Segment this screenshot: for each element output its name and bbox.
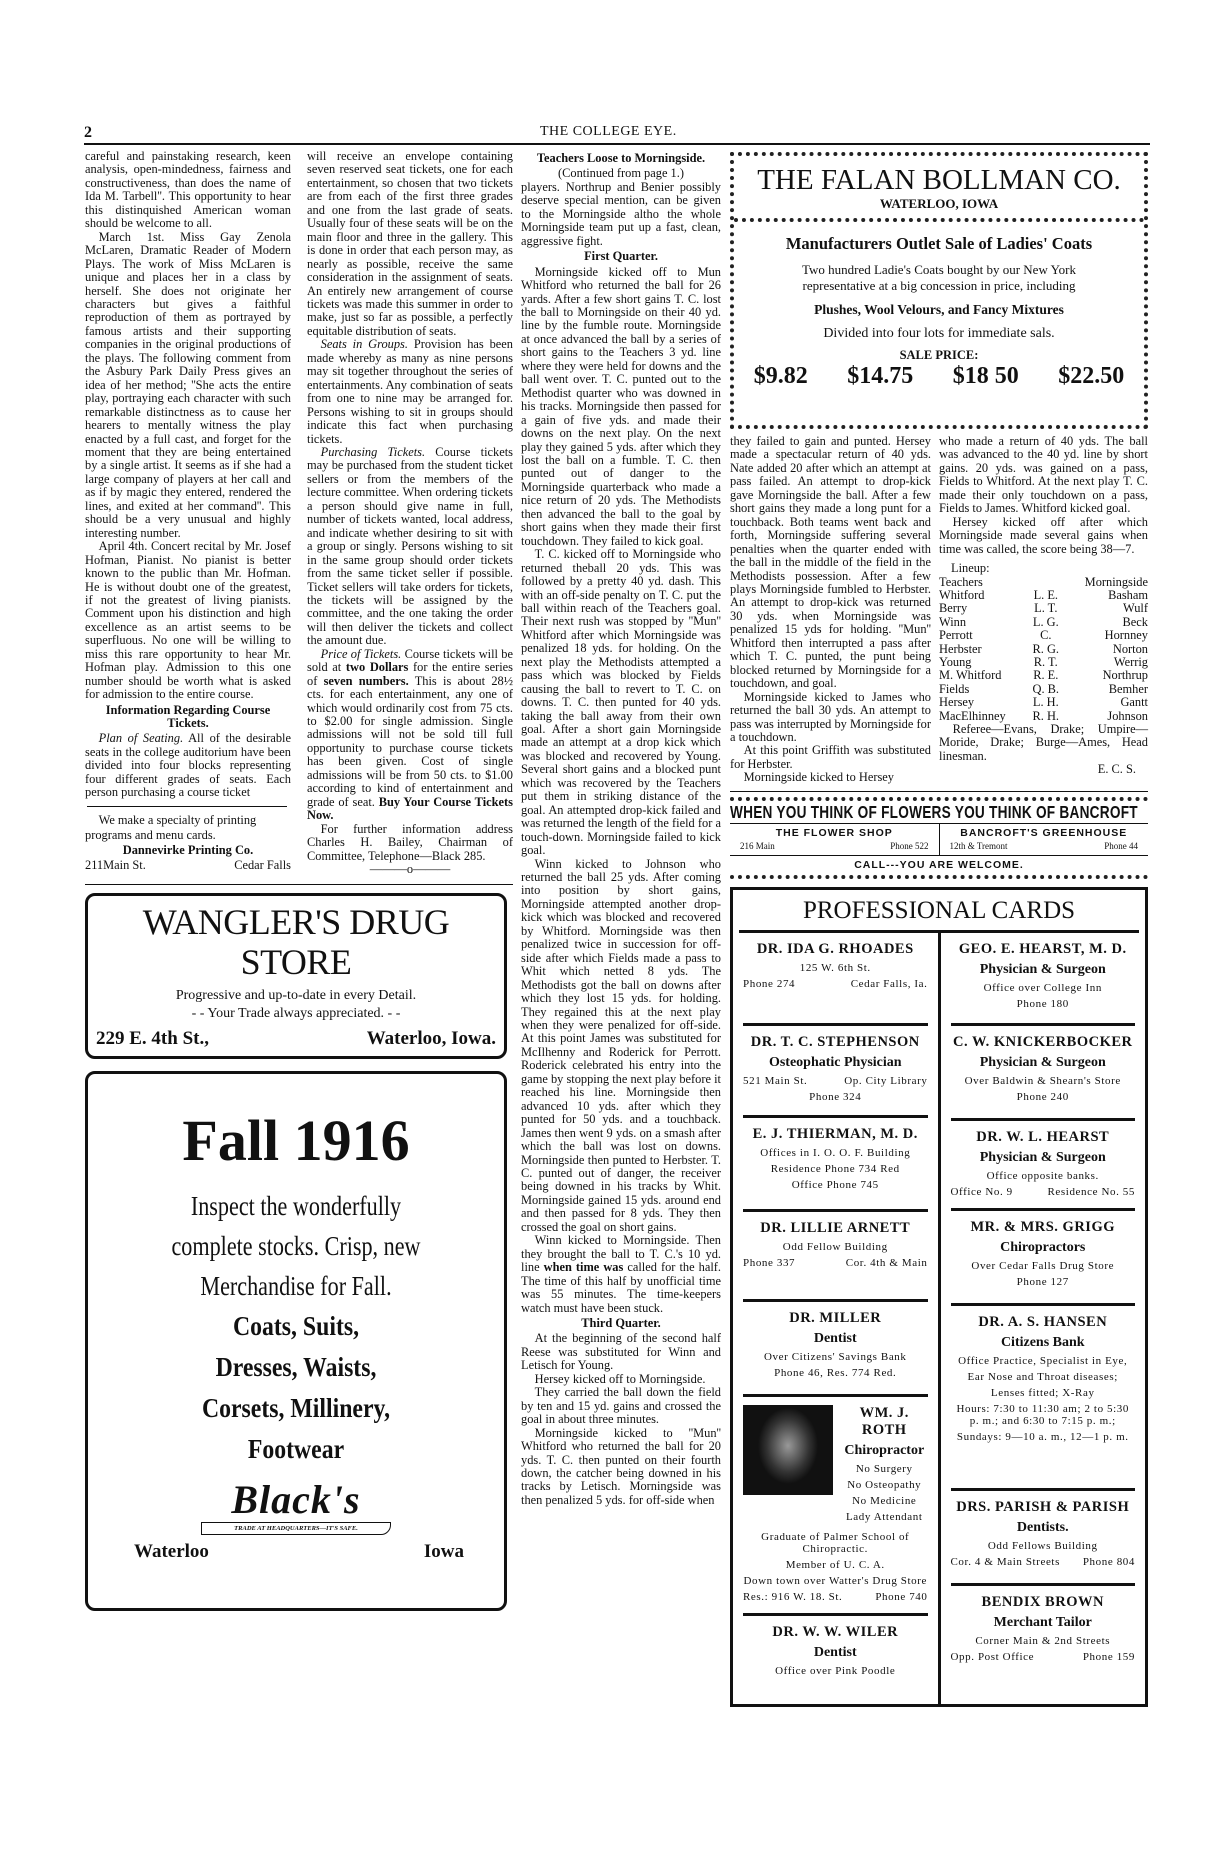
paragraph	[730, 691, 931, 745]
text-run: First Quarter.	[584, 249, 658, 264]
card-detail: Cor. 4 & Main Streets	[950, 1555, 1060, 1568]
paragraph	[307, 338, 513, 446]
text-run: At this point Griffith was substituted for Herbster.	[730, 743, 931, 771]
card-detail: Sundays: 9—10 a. m., 12—1 p. m.	[956, 1430, 1129, 1443]
card-title: Dentists.	[1016, 1519, 1069, 1535]
card-detail: Cor. 4th & Main	[845, 1256, 928, 1269]
falan-city: WATERLOO, IOWA	[879, 196, 999, 211]
printing-city: Cedar Falls	[234, 857, 291, 872]
card-detail: Cedar Falls, Ia.	[850, 977, 928, 990]
card-detail: No Surgery	[855, 1462, 913, 1475]
lineup-row	[939, 696, 1148, 709]
price: $22.50	[1058, 363, 1125, 389]
paragraph	[730, 435, 931, 691]
lineup-row	[939, 669, 1148, 682]
falan-desc: representative at a big concession in price, including	[802, 278, 1076, 293]
professional-card	[743, 1299, 928, 1394]
paragraph	[521, 167, 721, 180]
card-title: Osteophatic Physician	[768, 1054, 902, 1070]
card-detail: Office Practice, Specialist in Eye,	[958, 1354, 1128, 1367]
text-run: (Continued from page 1.)	[558, 166, 684, 181]
subheading-run: Price of Tickets.	[320, 646, 402, 661]
paragraph	[730, 744, 931, 771]
text-run: Course tickets may be purchased from the student ticket sellers or from the members of the lecture committee. When ordering tickets a person should give name in full, number of tickets wanted, local address, and indicate whether desiring to sit with a group or singly. Persons wishing to sit in the same group should order tickets from the same ticket seller if possible. Ticket sellers will take orders for tickets, the tickets will be assigned by the committee, and the one taking the order will then deliver the tickets and collect the amount due.	[307, 444, 513, 648]
paragraph	[307, 823, 513, 863]
card-title: Chiropractor	[844, 1442, 925, 1458]
lineup-row	[939, 602, 1148, 615]
paragraph	[307, 648, 513, 823]
printing-address: 211Main St.	[85, 857, 146, 872]
lineup-cell: C.	[1040, 628, 1052, 643]
price: $14.75	[847, 363, 914, 389]
text-run: Third Quarter.	[581, 1315, 661, 1330]
lineup-cell	[1028, 576, 1063, 589]
lineup-row	[939, 629, 1148, 642]
bold-run: Buy Your Course Tickets Now.	[307, 794, 513, 823]
card-detail: No Osteopathy	[847, 1478, 922, 1491]
text-run: March 1st. Miss Gay Zenola McLaren, Dramatic Reader of Modern Plays. The work of Miss McLaren is unique and places her in a class by herself. She does not originate her characters but gives a faithful reproduction of them as portrayed by famous artists and their supporting companies in the original productions of the plays. The following comment from the Asbury Park Daily Press gives an idea of her method; ''She acts the entire play, portraying each character with such remarkable distinctness as to cause her hearers to mentally witness the play enacted by a full cast, and forget for the moment that they are being entertained by a single artist. It seems as if she had a large company of players at her call and as if by magic they entered, rendered the lines, and exited at her command''. This should be a very unusual and highly interesting number.	[85, 229, 291, 540]
lineup-cell: Northrup	[1102, 668, 1148, 683]
card-detail: Office Phone 745	[791, 1178, 879, 1191]
card-title: Chiropractors	[1000, 1239, 1086, 1255]
lineup-cell: M. Whitford	[939, 668, 1002, 683]
lineup-row	[939, 643, 1148, 656]
text-run: Course tickets will be sold at	[307, 646, 513, 675]
card-detail: Office No. 9	[950, 1185, 1013, 1198]
blacks-item: Corsets, Millinery,	[201, 1393, 391, 1424]
lineup-cell: Morningside	[1084, 574, 1148, 589]
professional-card	[743, 933, 928, 1023]
cards-right-column	[941, 933, 1146, 1704]
falan-sale-label: SALE PRICE:	[899, 348, 979, 362]
paragraph	[521, 181, 721, 248]
text-run: Teachers Loose to Morningside.	[536, 151, 706, 165]
blacks-logo-text: Black's	[231, 1477, 361, 1523]
printing-ad-text: We make a specialty of printing programs and menu cards.	[85, 812, 257, 842]
paragraph	[521, 1427, 721, 1508]
blacks-line: Inspect the wonderfully	[190, 1191, 402, 1222]
text-run: ———o———	[369, 862, 451, 877]
lineup-cell: Winn	[939, 614, 967, 629]
printing-ad	[85, 813, 291, 873]
subheading-run: Seats in Groups.	[320, 337, 408, 352]
text-run: April 4th. Concert recital by Mr. Josef Hofman, Pianist. No pianist is better known to the public than Mr. Hofman. He is without doubt one of the greatest, if not the greatest of living pianists. Comment upon his distinction and high excellence as an artist seems to be superfluous. No one will be willing to miss this rare opportunity to hear Mr. Hofman play. Admission to this one number should be worth what is asked for admission to the entire course.	[85, 539, 291, 702]
card-detail: Over Citizens' Savings Bank	[763, 1350, 907, 1363]
newspaper-title: THE COLLEGE EYE.	[540, 124, 677, 139]
card-name: MR. & MRS. GRIGG	[970, 1218, 1116, 1235]
professional-card	[743, 1023, 928, 1115]
blacks-title: Fall 1916	[182, 1108, 410, 1174]
card-name: GEO. E. HEARST, M. D.	[958, 940, 1127, 957]
subheading-run: Purchasing Tickets.	[320, 444, 426, 459]
blacks-line: complete stocks. Crisp, new	[171, 1231, 421, 1262]
card-detail: Hours: 7:30 to 11:30 am; 2 to 5:30 p. m.; and 6:30 to 7:15 p. m.;	[956, 1402, 1129, 1427]
lineup-row	[939, 683, 1148, 696]
blacks-item: Coats, Suits,	[232, 1311, 360, 1342]
lineup-cell: Herbster	[939, 641, 982, 656]
paragraph	[939, 516, 1148, 556]
text-run: will receive an envelope containing seven reserved seat tickets, one for each entertainment, so chosen that two tickets are from each of the first three grades and one from the last grade of seats. Usually four of these seats will be on the main floor and three in the gallery. This is done in order that each person may, as nearly as possible, receive the same consideration in the assignment of seats. An entirely new arrangement of course tickets was made this summer in order to make, just so far as possible, a perfectly equitable distribution of seats.	[307, 149, 513, 338]
lineup-cell: Bemher	[1108, 681, 1148, 696]
professional-cards	[730, 887, 1148, 1707]
blacks-city: Waterloo	[134, 1541, 209, 1563]
professional-card	[743, 1613, 928, 1704]
divider	[730, 791, 1148, 792]
falan-bollman-ad	[730, 152, 1148, 429]
text-run: called for the half. The time of this half by unofficial time was 55 minutes. The time-keepers watch must have been stuck.	[521, 1260, 721, 1315]
wangler-tagline: Progressive and up-to-date in every Detail.	[175, 988, 417, 1004]
text-run: Referee—Evans, Drake; Umpire—Moride, Drake; Burge—Ames, Head linesman.	[939, 722, 1148, 763]
lineup-cell: L. H.	[1032, 695, 1059, 710]
text-run: players. Northrup and Benier possibly deserve special mention, can be given to the Morningside altho the whole Morningside team put up a fast, clean, aggressive fight.	[521, 179, 721, 248]
shop-address: 12th & Tremont	[949, 840, 1008, 851]
text-run: Morningside kicked off to Mun Whitford who returned the ball for 26 yards. After a few short gains T. C. lost the ball to Morningside on their 40 yd. line by the fumble route. Morningside at once advanced the ball by a series of short gains to the Teachers 3 yd. line where they were held for downs and the ball went over. T. C. punted out to the Methodist quarter who was downed in his tracks. Morningside then passed for a gain of five yds. and made their downs on the next play. On the next play they gained 5 yds. after which they lost the ball on a fumble. T. C. then punted out of danger to the Morningside quarterback who made a nice return of 20 yds. The Methodists then advanced the ball to the goal by short gains when they made their first touchdown. They failed to kick goal.	[521, 264, 721, 548]
section-heading	[85, 704, 291, 731]
professional-cards-title: PROFESSIONAL CARDS	[739, 890, 1139, 933]
card-detail: Odd Fellow Building	[782, 1240, 888, 1253]
professional-card	[951, 1118, 1136, 1208]
lineup-cell: MacElhinney	[939, 708, 1006, 723]
author-signature: E. C. S.	[1097, 762, 1136, 777]
card-title: Merchant Tailor	[993, 1614, 1092, 1630]
paragraph	[307, 150, 513, 338]
lineup-cell: L. G.	[1032, 614, 1059, 629]
falan-name: THE FALAN BOLLMAN CO.	[757, 164, 1121, 196]
card-name: DR. MILLER	[789, 1309, 882, 1326]
lineup-cell: Berry	[939, 601, 968, 616]
card-detail: Phone 274	[743, 977, 796, 990]
lineup-cell: Q. B.	[1032, 681, 1060, 696]
lineup-cell: L. T.	[1034, 601, 1058, 616]
lineup-cell: Whitford	[939, 587, 985, 602]
card-detail: Phone 804	[1082, 1555, 1135, 1568]
card-detail: Phone 180	[1016, 997, 1069, 1010]
lineup-cell: Basham	[1108, 587, 1148, 602]
text-run: who made a return of 40 yds. The ball was advanced to the 40 yd. line by short gains. 20 yds. was gained on a pass, Fields to Whitford. At the next play T. C. made their only touchdown on a pass, Fields to James. Whitford kicked goal.	[939, 434, 1148, 516]
card-detail: Phone 240	[1016, 1090, 1069, 1103]
blacks-description	[125, 1186, 466, 1306]
card-detail: Down town over Watter's Drug Store	[743, 1574, 927, 1587]
flower-footer: CALL---YOU ARE WELCOME.	[854, 858, 1024, 871]
page-number: 2	[84, 124, 92, 141]
card-detail: Lady Attendant	[845, 1510, 923, 1523]
card-name: DR. T. C. STEPHENSON	[750, 1033, 920, 1050]
paragraph	[939, 435, 1148, 516]
card-detail: Res.: 916 W. 18. St.	[743, 1590, 843, 1603]
card-detail: Opp. Post Office	[950, 1650, 1035, 1663]
card-name: E. J. THIERMAN, M. D.	[752, 1125, 918, 1142]
lineup-cell: Perrott	[939, 628, 973, 643]
card-detail: Graduate of Palmer School of Chiropractic.	[761, 1530, 910, 1555]
price: $9.82	[753, 363, 808, 389]
card-detail: Lenses fitted; X-Ray	[990, 1386, 1095, 1399]
card-detail: Phone 159	[1082, 1650, 1135, 1663]
right-block	[730, 152, 1148, 1707]
lineup-cell: R. H.	[1032, 708, 1060, 723]
divider	[87, 806, 287, 807]
text-run: Morningside kicked to James who returned the ball 30 yds. An attempt to pass was interrupted by Morningside for a touchdown.	[730, 689, 931, 744]
lineup-cell: Gantt	[1120, 695, 1148, 710]
text-run: Information Regarding Course Tickets.	[105, 702, 271, 731]
lineup-cell: Beck	[1122, 614, 1148, 629]
professional-card	[951, 1488, 1136, 1583]
lineup-row	[939, 656, 1148, 669]
text-run: careful and painstaking research, keen analysis, open-mindedness, fairness and constructiveness, than does the name of Ida M. Tarbell''. This opportunity to hear this distinquished American woman should be welcome to all.	[85, 149, 291, 231]
card-detail: Corner Main & 2nd Streets	[975, 1634, 1111, 1647]
left-block	[85, 150, 513, 1611]
paragraph	[939, 723, 1148, 763]
shop-name: THE FLOWER SHOP	[775, 826, 893, 839]
lineup-cell: Norton	[1112, 641, 1148, 656]
text-run: Morningside kicked to ''Mun'' Whitford who returned the ball for 20 yds. T. C. then punted on their fourth down, the catcher being downed in his tracks by Letisch. Morningside was then penalized 5 yds. for off-side when	[521, 1425, 721, 1507]
card-detail: Phone 740	[875, 1590, 928, 1603]
paragraph	[521, 1373, 721, 1386]
shop-phone: Phone 44	[1104, 840, 1138, 851]
cards-left-column	[733, 933, 941, 1704]
lineup-table	[939, 576, 1148, 723]
text-run: For further information address Charles H. Bailey, Chairman of Committee, Telephone—Black 285.	[307, 821, 513, 863]
paragraph	[307, 446, 513, 648]
falan-headline: Manufacturers Outlet Sale of Ladies' Coats	[785, 234, 1093, 253]
blacks-items	[113, 1306, 479, 1470]
blacks-state: Iowa	[423, 1541, 464, 1563]
subheading-run: Plan of Seating.	[98, 731, 184, 746]
lineup-cell: Werrig	[1113, 654, 1148, 669]
header-rule	[84, 143, 1150, 145]
text-run: for the entire series of	[307, 660, 513, 688]
paragraph	[730, 771, 931, 784]
professional-card	[951, 1583, 1136, 1673]
card-detail: Offices in I. O. O. F. Building	[760, 1146, 911, 1159]
lineup-cell: Young	[939, 654, 972, 669]
section-heading	[521, 250, 721, 263]
card-detail: Office over Pink Poodle	[775, 1664, 896, 1677]
football-article-column	[521, 150, 721, 1507]
blacks-logo-tagline: TRADE AT HEADQUARTERS—IT'S SAFE.	[201, 1522, 391, 1535]
blacks-store-ad	[85, 1071, 507, 1611]
card-detail: Ear Nose and Throat diseases;	[967, 1370, 1118, 1383]
text-run: Provision has been made whereby as many as nine persons may sit together throughout the series of entertainments. Any combination of seats from one to nine may be arranged for. Persons wishing to sit in groups should indicate this fact when purchasing tickets.	[307, 337, 513, 446]
paragraph	[521, 548, 721, 857]
paragraph	[521, 858, 721, 1235]
bancroft-greenhouse	[940, 824, 1149, 855]
card-detail: No Medicine	[852, 1494, 917, 1507]
lineup-label: Lineup:	[951, 561, 990, 576]
shop-address: 216 Main	[740, 840, 775, 851]
paragraph	[521, 1332, 721, 1372]
paragraph	[85, 732, 291, 799]
card-name: BENDIX BROWN	[981, 1593, 1104, 1610]
card-name: DR. W. L. HEARST	[976, 1128, 1110, 1145]
lineup-cell: Fields	[939, 681, 970, 696]
section-heading	[521, 152, 721, 165]
professional-card	[743, 1209, 928, 1299]
wangler-tagline-2: - - Your Trade always appreciated. - -	[191, 1006, 401, 1022]
printing-company: Dannevirke Printing Co.	[122, 842, 254, 857]
text-run: At the beginning of the second half Reese was substituted for Winn and Letisch for Young.	[521, 1331, 721, 1373]
text-run: All of the desirable seats in the college auditorium have been divided into four blocks representing four different grades of seats. Each person purchasing a course ticket	[85, 731, 291, 800]
wangler-name: WANGLER'S DRUG STORE	[142, 902, 450, 983]
professional-card	[951, 1303, 1136, 1488]
bold-run: seven numbers.	[323, 673, 409, 688]
blacks-line: Merchandise for Fall.	[200, 1271, 392, 1302]
wangler-address: 229 E. 4th St.,	[96, 1028, 209, 1050]
lineup-cell: R. G.	[1032, 641, 1060, 656]
card-detail: Phone 127	[1016, 1275, 1069, 1288]
card-detail: 521 Main St.	[743, 1074, 808, 1087]
wangler-drug-store-ad	[85, 893, 507, 1059]
paragraph	[521, 1386, 721, 1426]
card-title: Physician & Surgeon	[979, 961, 1106, 977]
portrait-photo	[743, 1405, 833, 1495]
blacks-item: Footwear	[247, 1434, 345, 1465]
lineup-cell: R. E.	[1033, 668, 1059, 683]
paragraph	[307, 863, 513, 876]
card-detail: Phone 46, Res. 774 Red.	[774, 1366, 897, 1379]
card-name: WM. J. ROTH	[859, 1404, 909, 1438]
card-detail: Phone 324	[809, 1090, 862, 1103]
card-detail: Member of U. C. A.	[785, 1558, 885, 1571]
football-article-column-4	[730, 435, 931, 785]
paragraph	[521, 266, 721, 549]
card-detail: Office opposite banks.	[986, 1169, 1099, 1182]
blacks-item: Dresses, Waists,	[215, 1352, 377, 1383]
card-name: DRS. PARISH & PARISH	[956, 1498, 1130, 1515]
lineup-cell: Hornney	[1104, 628, 1148, 643]
paragraph	[85, 150, 291, 231]
section-heading	[521, 1317, 721, 1330]
card-title: Dentist	[813, 1644, 857, 1660]
text-run: Winn kicked to Morningside. Then they brought the ball to T. C.'s 10 yd. line	[521, 1233, 721, 1275]
lineup-cell: Wulf	[1123, 601, 1148, 616]
bold-run: two Dollars	[345, 660, 409, 675]
lineup-cell: Hersey	[939, 695, 975, 710]
text-run: Hersey kicked off after which Morningside made several gains when time was called, the score being 38—7.	[939, 514, 1148, 556]
card-detail: Over Baldwin & Shearn's Store	[964, 1074, 1121, 1087]
paragraph	[85, 540, 291, 701]
flower-shop	[730, 824, 940, 855]
wangler-city: Waterloo, Iowa.	[366, 1028, 496, 1050]
card-name: DR. IDA G. RHOADES	[756, 940, 914, 957]
card-detail: 125 W. 6th St.	[799, 961, 871, 974]
football-article-column-5	[939, 435, 1148, 777]
card-detail: Phone 337	[743, 1256, 796, 1269]
lineup-cell: L. E.	[1033, 587, 1058, 602]
lineup-row	[939, 589, 1148, 602]
card-name: C. W. KNICKERBOCKER	[952, 1033, 1133, 1050]
text-run: This is about 28½ cts. for each entertainment, any one of which would ordinarily cost from 75 cts. to $2.00 for single admission. Single admissions will not be sold till full opportunity to purchase course tickets has been given. Cost of single admissions will be from 50 cts. to $1.00 according to kind of entertainment and grade of seat.	[307, 673, 514, 809]
lineup-cell: Teachers	[939, 574, 983, 589]
lineup-cell: Johnson	[1107, 708, 1148, 723]
paragraph	[521, 1234, 721, 1315]
paragraph	[85, 231, 291, 540]
flower-headline: WHEN YOU THINK OF FLOWERS YOU THINK OF BANCROFT	[730, 801, 1138, 822]
falan-lots: Divided into four lots for immediate sals.	[823, 326, 1055, 341]
text-run: T. C. kicked off to Morningside who returned theball 20 yds. This was followed by a pretty 40 yd. dash. This with an off-side penalty on T. C. put the ball within reach of the Teachers goal. Their next rush was stopped by ''Mun'' Whitford after which Morningside was penalized 18 yds. for holding. On the next play the Methodists attempted a pass which was blocked by Fields causing the ball to revert to T. C. on downs. T. C. then punted for 40 yds. taking the ball away from their own goal. After a short gain Morningside made an attempt at a drop kick which was blocked and recovered by Young. Several short gains and a blocked punt which was recovered by the Teachers put them in striking distance of the goal. An attempted drop-kick failed and was returned the length of the field for a touch-down. Morningside failed to kick goal.	[521, 547, 721, 858]
card-title: Dentist	[813, 1330, 857, 1346]
falan-desc: Two hundred Ladie's Coats bought by our New York	[801, 262, 1077, 277]
bancroft-flower-ad	[730, 797, 1148, 879]
article-column-1	[85, 150, 291, 800]
text-run: Morningside kicked to Hersey	[743, 770, 895, 785]
professional-card	[951, 933, 1136, 1023]
card-name: DR. LILLIE ARNETT	[760, 1219, 911, 1236]
professional-card	[951, 1023, 1136, 1118]
text-run: they failed to gain and punted. Hersey made a spectacular return of 40 yds. Nate added 20 after which an attempt at pass failed. An attempt to drop-kick gave Morningside the ball. After a few short gains they made a long punt for a touchback. Both teams went back and forth, Morningside suffering several penalties when the quarter ended with the ball in the middle of the field in the Methodists possession. After a few plays Morningside fumbled to Herbster. An attempt to drop-kick was returned 30 yds. when Morningside was penalized 15 yds for holding. ''Mun'' Whitford then interrupted a pass after which T. C. punted, the punt being blocked returned by Morningside for a touchdown, and goal.	[730, 434, 931, 691]
professional-card	[743, 1115, 928, 1209]
lineup-row	[939, 710, 1148, 723]
divider	[85, 884, 513, 885]
lineup-header	[939, 576, 1148, 589]
blacks-logo	[201, 1478, 391, 1535]
text-run: They carried the ball down the field by ten and 15 yd. gains and crossed the goal in about three minutes.	[521, 1385, 721, 1427]
falan-fabrics: Plushes, Wool Velours, and Fancy Mixtures	[814, 302, 1064, 317]
bold-run: when time was	[543, 1260, 624, 1275]
card-name: DR. A. S. HANSEN	[978, 1313, 1108, 1330]
professional-card	[951, 1208, 1136, 1303]
card-name: DR. W. W. WILER	[772, 1623, 899, 1640]
shop-name: BANCROFT'S GREENHOUSE	[960, 826, 1128, 839]
lineup-cell: R. T.	[1033, 654, 1058, 669]
card-detail: Residence No. 55	[1047, 1185, 1135, 1198]
price: $18 50	[952, 363, 1019, 389]
card-title: Citizens Bank	[1000, 1334, 1085, 1350]
card-detail: Op. City Library	[844, 1074, 928, 1087]
shop-phone: Phone 522	[890, 840, 929, 851]
card-detail: Office over College Inn	[983, 981, 1102, 994]
article-column-2	[307, 150, 513, 876]
text-run: Hersey kicked off to Morningside.	[534, 1371, 706, 1386]
card-detail: Residence Phone 734 Red	[770, 1162, 900, 1175]
lineup-row	[939, 616, 1148, 629]
card-title: Physician & Surgeon	[979, 1149, 1106, 1165]
card-detail: Odd Fellows Building	[987, 1539, 1098, 1552]
card-title: Physician & Surgeon	[979, 1054, 1106, 1070]
professional-card	[743, 1394, 928, 1613]
text-run: Winn kicked to Johnson who returned the ball 25 yds. After coming into position by short gains, Morningside attempted another drop-kick which was blocked and recovered by Whitford. Morningside was then penalized twice in succession for off-side after which Fields made a pass to Whit which netted 8 yds. The Methodists got the ball on downs after which they lost 15 yds. for holding. They regained this at the next play when they were penalized for off-side. At this point James was substituted for McIlhenny and Roderick for Perrott. Roderick celebrated his entry into the game by stopping the next play before it reached his line. Morningside then advanced 10 yds. after which they punted for 50 yds. and a touchback. James then went 9 yds. on a smash after which the ball was lost on downs. Morningside then punted to Herbster. T. C. punted out of danger, the receiver being downed in his tracks by Whit. Morningside gained 15 yds. around end and then passed for 8 yds. They then crossed the goal on short gains.	[521, 856, 721, 1234]
card-detail: Over Cedar Falls Drug Store	[971, 1259, 1115, 1272]
